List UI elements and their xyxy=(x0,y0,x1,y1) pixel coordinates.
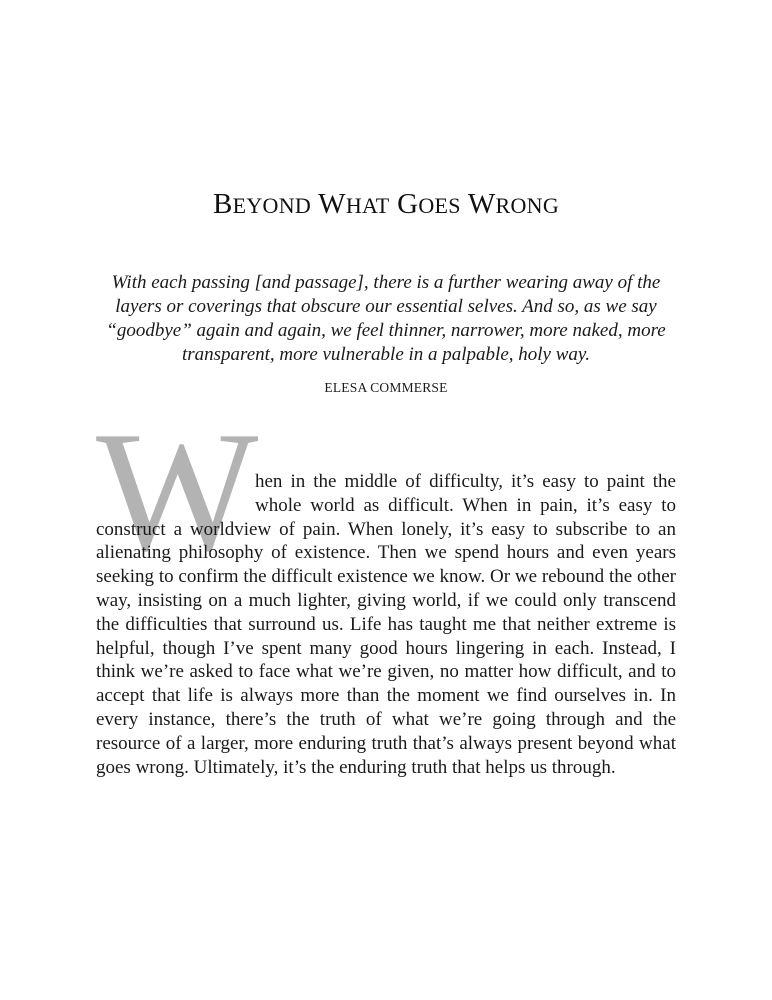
epigraph-line: With each passing [and passage], there is a further wearing away of the xyxy=(111,272,661,293)
body-line: whole world as difficult. When in pain, it’s easy to xyxy=(255,494,676,516)
body-paragraph xyxy=(96,470,676,779)
body-line: seeking to confirm the difficult existence we know. Or we rebound the other xyxy=(96,566,676,588)
title-initial: G xyxy=(397,188,419,220)
title-smallcaps: OES xyxy=(418,193,461,218)
body-line: way, insisting on a much lighter, giving world, if we could only transcend xyxy=(96,589,676,611)
title-initial: W xyxy=(467,188,496,220)
body-line: construct a worldview of pain. When lonely, it’s easy to subscribe to an xyxy=(96,518,676,540)
title-initial: B xyxy=(212,188,233,220)
epigraph-line: “goodbye” again and again, we feel thinner, narrower, more naked, more xyxy=(106,320,666,341)
body-line: hen in the middle of difficulty, it’s easy to paint the xyxy=(255,471,676,492)
epigraph-attribution: ELESA COMMERSE xyxy=(324,380,448,395)
body-line: accept that life is always more than the moment we find ourselves in. In xyxy=(96,685,676,707)
drop-cap: W xyxy=(96,397,259,587)
body-line: helpful, though I’ve spent many good hours lingering in each. Instead, I xyxy=(96,637,676,659)
title-smallcaps: HAT xyxy=(345,193,390,218)
body-line: goes wrong. Ultimately, it’s the enduring truth that helps us through. xyxy=(96,756,616,778)
chapter-title xyxy=(0,188,772,221)
body-line: every instance, there’s the truth of what we’re going through and the xyxy=(96,708,676,730)
body-line: think we’re asked to face what we’re given, no matter how difficult, and to xyxy=(96,661,676,683)
epigraph-line: layers or coverings that obscure our essential selves. And so, as we say xyxy=(115,296,657,317)
title-smallcaps: RONG xyxy=(495,193,560,218)
epigraph-quote xyxy=(96,271,676,367)
body-line: resource of a larger, more enduring truth that’s always present beyond what xyxy=(96,732,676,754)
body-line: alienating philosophy of existence. Then we spend hours and even years xyxy=(96,542,676,564)
title-smallcaps: EYOND xyxy=(232,193,312,218)
body-line: the difficulties that surround us. Life has taught me that neither extreme is xyxy=(96,613,676,635)
epigraph-line: transparent, more vulnerable in a palpable, holy way. xyxy=(181,344,591,365)
title-initial: W xyxy=(318,188,346,220)
